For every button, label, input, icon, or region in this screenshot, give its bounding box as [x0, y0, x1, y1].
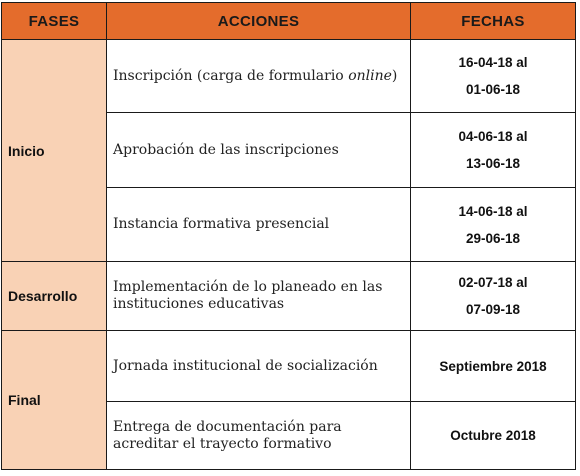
date-start: 16-04-18 al [458, 55, 528, 70]
date-cell: Septiembre 2018 [411, 331, 576, 402]
action-line: Entrega de documentación para [113, 418, 342, 435]
phases-table [1, 2, 576, 470]
action-cell: Instancia formativa presencial [107, 188, 411, 262]
header-row [2, 3, 576, 40]
date-end: 13-06-18 [465, 156, 521, 171]
phase-final: Final [2, 331, 107, 470]
action-text-tail: ) [391, 67, 398, 84]
header-actions: ACCIONES [107, 3, 411, 40]
date-start: 02-07-18 al [458, 275, 528, 290]
date-start: 14-06-18 al [458, 203, 528, 219]
action-line: Implementación de lo planeado en las [113, 279, 383, 295]
header-phases: FASES [2, 3, 107, 40]
action-cell [107, 262, 411, 331]
date-end: 29-06-18 [465, 230, 521, 246]
phase-desarrollo: Desarrollo [2, 262, 107, 331]
phase-inicio: Inicio [2, 40, 107, 262]
table-row [2, 331, 576, 402]
table-row [2, 262, 576, 331]
action-cell [107, 402, 411, 470]
action-cell [107, 40, 411, 113]
action-line: acreditar el trayecto formativo [113, 435, 332, 452]
date-end: 01-06-18 [465, 82, 521, 97]
date-cell [411, 113, 576, 188]
date-start: 04-06-18 al [458, 129, 528, 144]
header-dates: FECHAS [411, 3, 576, 40]
action-cell: Aprobación de las inscripciones [107, 113, 411, 188]
date-cell [411, 40, 576, 113]
action-text: Inscripción (carga de formulario [113, 67, 349, 84]
action-line: instituciones educativas [113, 296, 285, 312]
date-end: 07-09-18 [465, 302, 521, 317]
date-cell [411, 188, 576, 262]
action-cell: Jornada institucional de socialización [107, 331, 411, 402]
table-row [2, 40, 576, 113]
date-cell [411, 262, 576, 331]
date-cell: Octubre 2018 [411, 402, 576, 470]
action-emphasis: online [348, 67, 392, 84]
